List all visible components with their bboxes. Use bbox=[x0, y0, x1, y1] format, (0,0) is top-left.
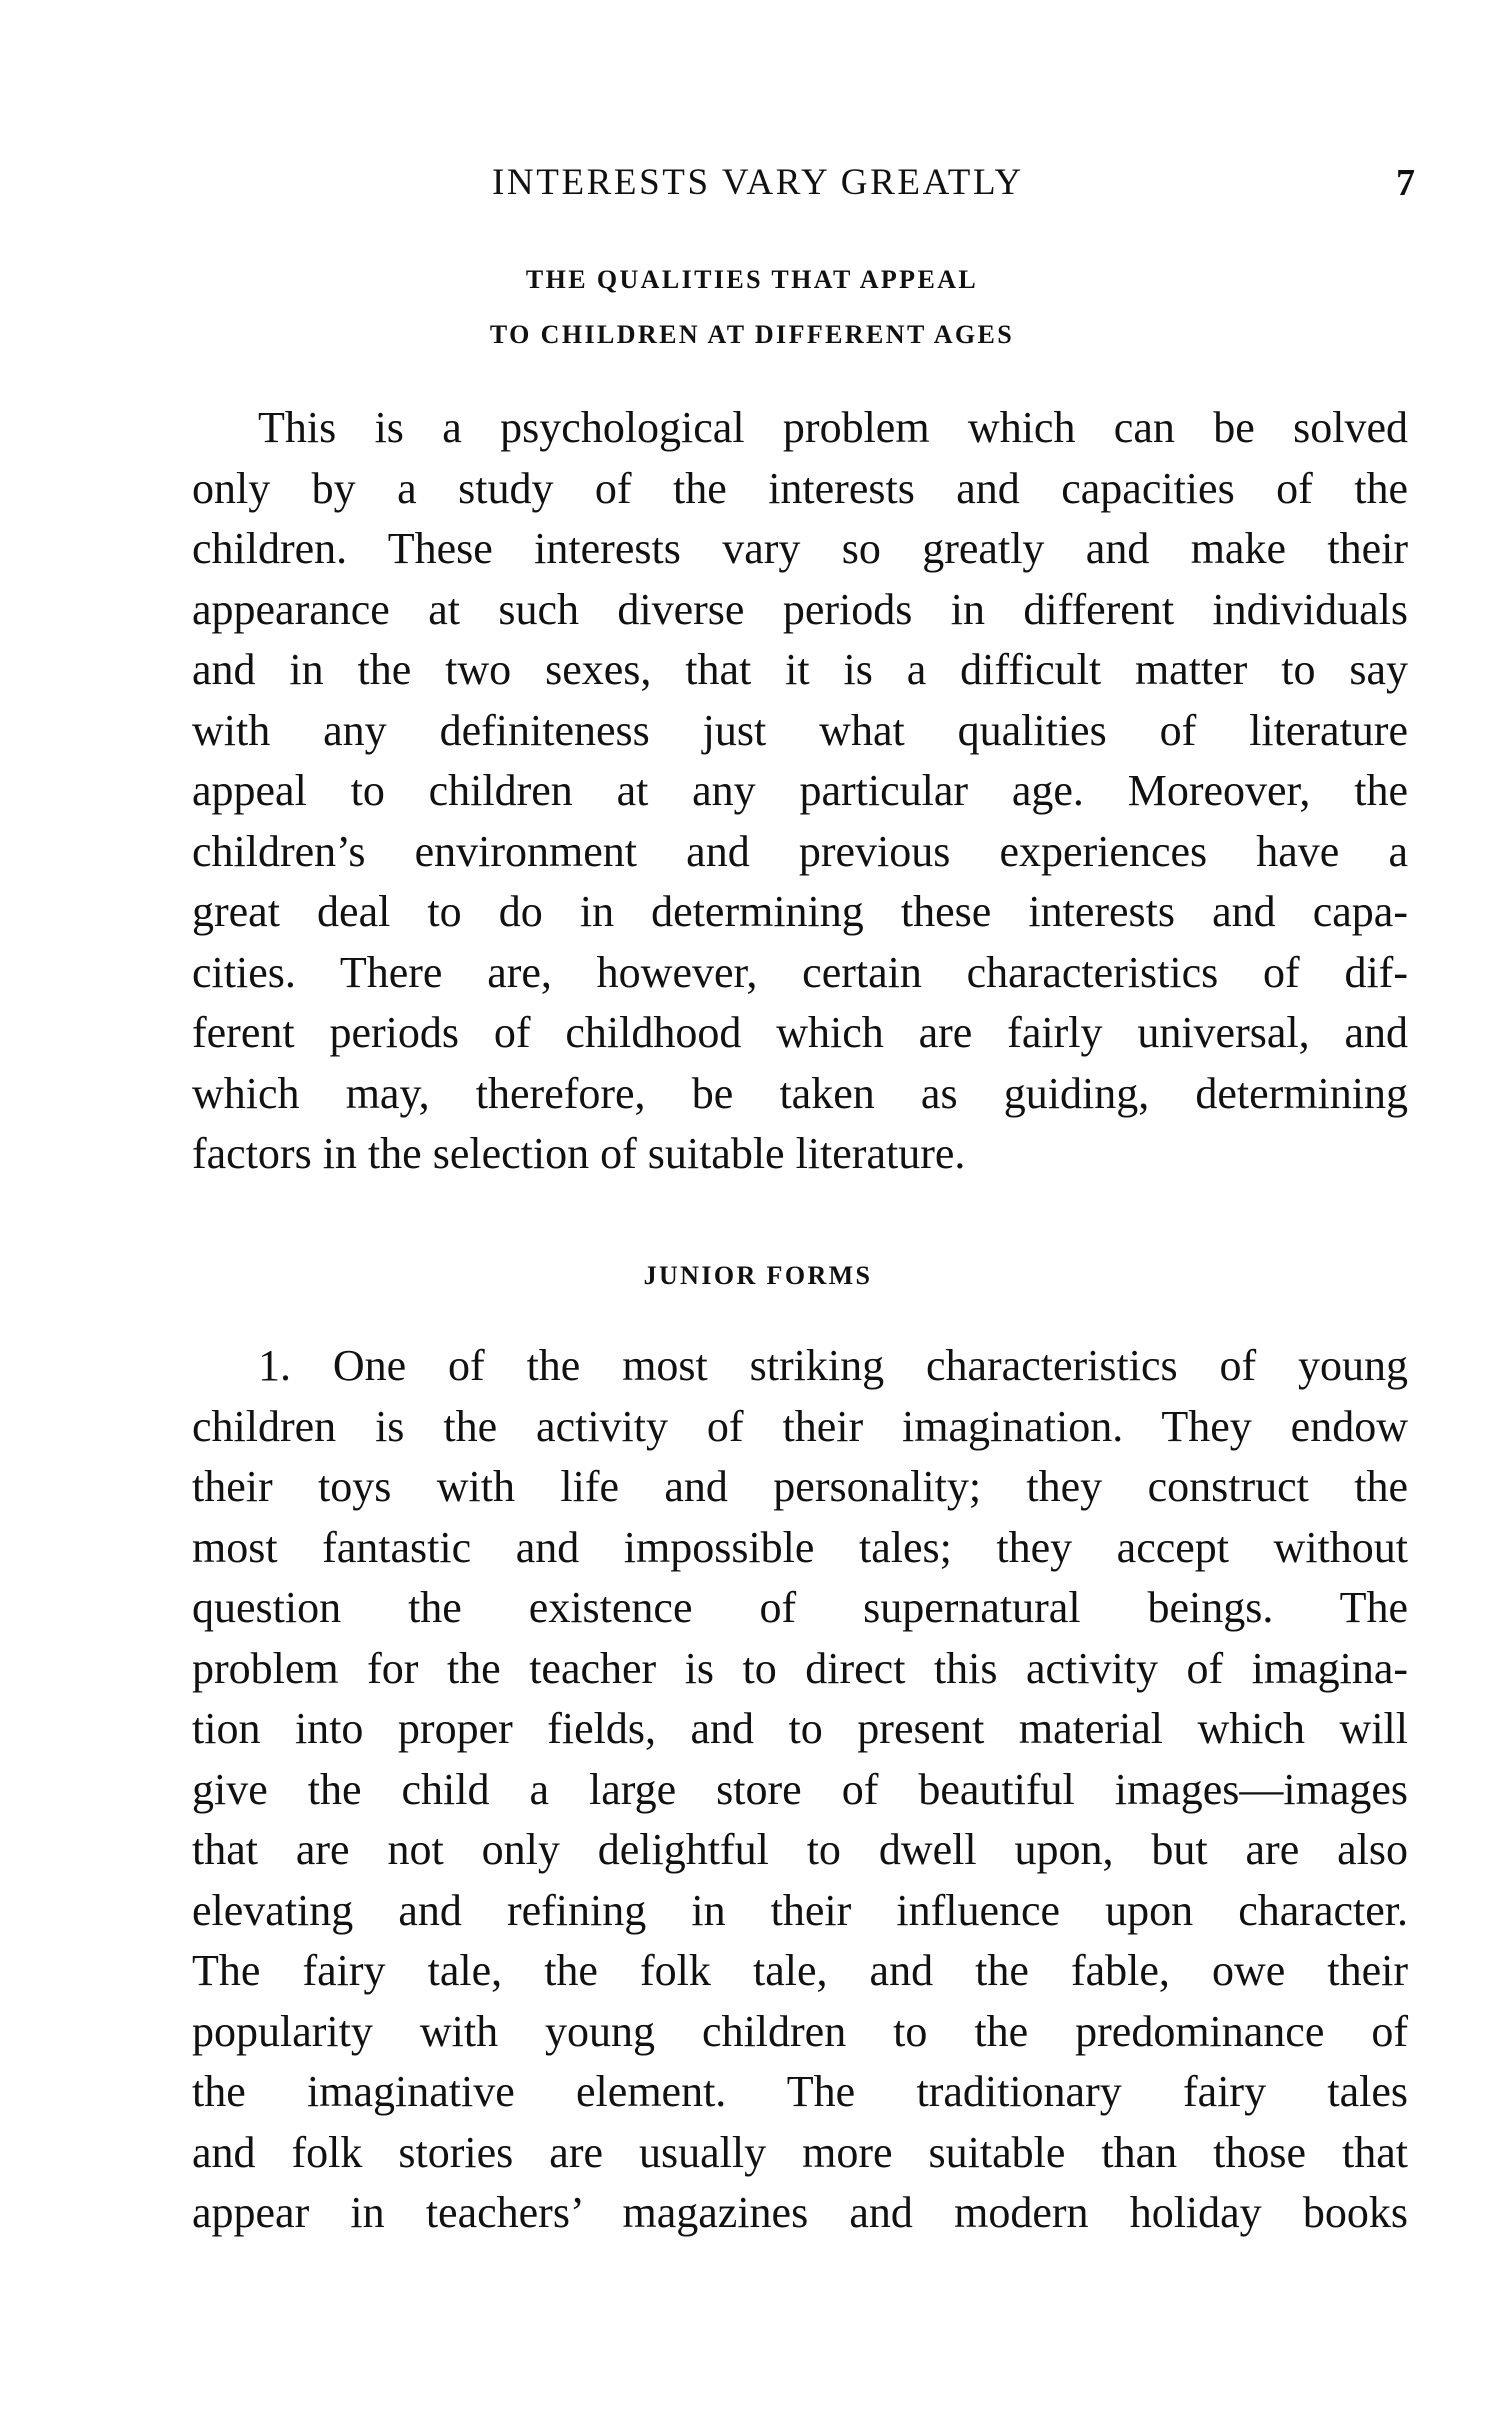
subheading-line: THE QUALITIES THAT APPEAL bbox=[525, 265, 979, 294]
text-line: ferent periods of childhood which are fairly universal, and bbox=[192, 1008, 1408, 1057]
text-line: The fairy tale, the folk tale, and the fable, owe their bbox=[192, 1946, 1408, 1995]
section-heading: JUNIOR FORMS bbox=[643, 1261, 873, 1290]
text-line: and folk stories are usually more suitable than those that bbox=[192, 2127, 1408, 2177]
text-line: children is the activity of their imagination. They endow bbox=[192, 1401, 1408, 1451]
text-line: only by a study of the interests and capacities of the bbox=[192, 463, 1408, 513]
text-line: and in the two sexes, that it is a difficult matter to say bbox=[192, 645, 1408, 694]
text-line: This is a psychological problem which can be solved bbox=[258, 403, 1408, 452]
text-line: children. These interests vary so greatly and make their bbox=[192, 524, 1408, 573]
text-line: problem for the teacher is to direct this activity of imagina- bbox=[192, 1643, 1408, 1693]
subheading-line: TO CHILDREN AT DIFFERENT AGES bbox=[489, 320, 1015, 349]
text-line: factors in the selection of suitable literature. bbox=[192, 1129, 966, 1178]
text-line: question the existence of supernatural beings. The bbox=[192, 1583, 1408, 1632]
text-line: appeal to children at any particular age. Moreover, the bbox=[192, 766, 1408, 815]
text-line: appear in teachers’ magazines and modern holiday books bbox=[192, 2188, 1408, 2237]
text-line: which may, therefore, be taken as guiding, determining bbox=[192, 1068, 1408, 1118]
paragraph-1 bbox=[192, 398, 1408, 1185]
text-line: great deal to do in determining these interests and capa- bbox=[192, 887, 1408, 936]
text-line: that are not only delightful to dwell upon, but are also bbox=[192, 1825, 1408, 1874]
text-line: popularity with young children to the predominance of bbox=[192, 2006, 1408, 2056]
running-title: INTERESTS VARY GREATLY bbox=[492, 162, 1024, 203]
text-line: their toys with life and personality; they construct the bbox=[192, 1462, 1408, 1511]
paragraph-2 bbox=[192, 1336, 1408, 2244]
text-line: with any definiteness just what qualities of literature bbox=[192, 705, 1408, 755]
text-line: appearance at such diverse periods in different individuals bbox=[192, 584, 1408, 634]
text-line: elevating and refining in their influence upon character. bbox=[192, 1885, 1408, 1935]
text-line: give the child a large store of beautiful images—images bbox=[192, 1764, 1408, 1814]
subheading bbox=[0, 262, 1504, 372]
running-head bbox=[0, 158, 1504, 208]
text-line: 1. One of the most striking characteristics of young bbox=[258, 1341, 1408, 1390]
text-line: most fantastic and impossible tales; they accept without bbox=[192, 1522, 1408, 1572]
text-line: the imaginative element. The traditionary fairy tales bbox=[192, 2067, 1408, 2116]
text-line: tion into proper fields, and to present material which will bbox=[192, 1704, 1408, 1753]
text-line: children’s environment and previous experiences have a bbox=[192, 826, 1408, 876]
page-number: 7 bbox=[1396, 162, 1415, 204]
text-line: cities. There are, however, certain characteristics of dif- bbox=[192, 947, 1408, 997]
